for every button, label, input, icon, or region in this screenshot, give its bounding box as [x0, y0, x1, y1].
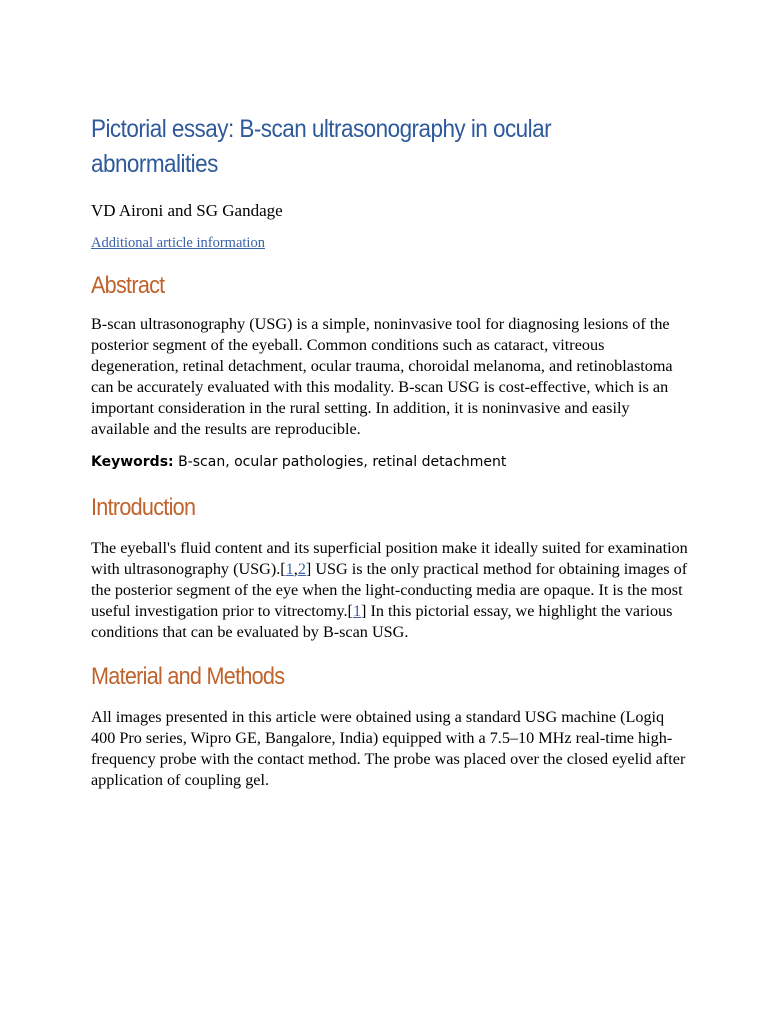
ref-separator: , [293, 560, 298, 578]
abstract-heading: Abstract [91, 272, 165, 299]
keywords-values: B-scan, ocular pathologies, retinal detachment [178, 454, 507, 470]
reference-link-1[interactable]: 1 [285, 560, 294, 578]
reference-link-2[interactable]: 2 [297, 560, 306, 578]
introduction-heading: Introduction [91, 494, 196, 521]
intro-text-part-1: The eyeball's fluid content and its superficial position make it ideally suited for examination with ultrasonography (USG).[ [91, 539, 688, 578]
keywords-line [91, 454, 691, 470]
article-authors: VD Aironi and SG Gandage [91, 201, 283, 220]
reference-link-1b[interactable]: 1 [352, 602, 362, 620]
article-title: Pictorial essay: B-scan ultrasonography in ocular abnormalities [91, 115, 552, 178]
intro-text-part-3: ] In this pictorial essay, we highlight the various conditions that can be evaluated by B-scan USG. [91, 602, 673, 641]
keywords-label: Keywords: [91, 454, 174, 470]
abstract-text: B-scan ultrasonography (USG) is a simple, noninvasive tool for diagnosing lesions of the posterior segment of the eyeball. Common conditions such as cataract, vitreous degeneration, retinal detachment, ocular trauma, choroidal melanoma, and retinoblastoma can be accurately evaluated with this modality. B-scan USG is cost-effective, which is an important consideration in the rural setting. In addition, it is noninvasive and easily available and the results are reproducible. [91, 315, 673, 438]
article-body [91, 112, 691, 791]
methods-heading: Material and Methods [91, 663, 285, 690]
additional-info-link[interactable]: Additional article information [91, 235, 265, 251]
methods-text: All images presented in this article were obtained using a standard USG machine (Logiq 400 Pro series, Wipro GE, Bangalore, India) equipped with a 7.5–10 MHz real-time high-frequency probe with the contact method. The probe was placed over the closed eyelid after application of coupling gel. [91, 708, 686, 789]
intro-text-part-2: ] USG is the only practical method for obtaining images of the posterior segment of the eye when the light-conducting media are opaque. It is the most useful investigation prior to vitrectomy.[ [91, 560, 688, 620]
introduction-text [91, 538, 691, 643]
